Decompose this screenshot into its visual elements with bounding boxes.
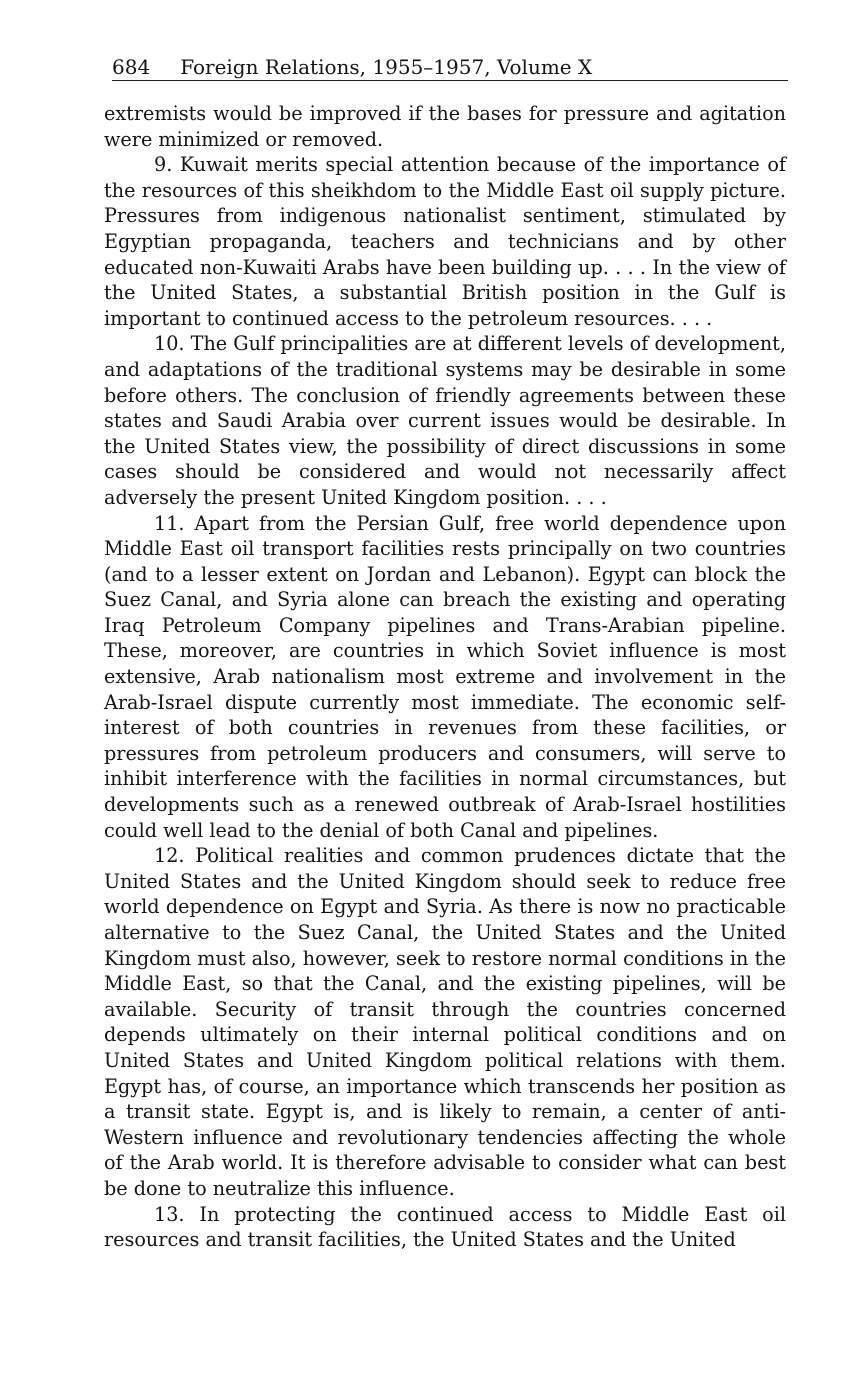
document-page	[104, 54, 786, 1253]
paragraph-12: 12. Political realities and common prudences dictate that the United States and the United Kingdom should seek to reduce free world dependence on Egypt and Syria. As there is now no practicable alternative to the Suez Canal, the United States and the United Kingdom must also, however, seek to restore normal conditions in the Middle East, so that the Canal, and the existing pipelines, will be available. Security of transit through the countries concerned depends ultimately on their internal political conditions and on United States and United Kingdom political relations with them. Egypt has, of course, an importance which transcends her position as a transit state. Egypt is, and is likely to remain, a center of anti-Western influence and revolutionary tendencies affecting the whole of the Arab world. It is therefore advisable to consider what can best be done to neutralize this influence.	[104, 844, 786, 1200]
paragraph-9: 9. Kuwait merits special attention because of the importance of the resources of this sheikhdom to the Middle East oil supply picture. Pressures from indigenous nationalist sentiment, stimulated by Egyptian propaganda, teachers and technicians and by other educated non-Kuwaiti Arabs have been building up. . . . In the view of the United States, a substantial British position in the Gulf is important to continued access to the petroleum resources. . . .	[104, 153, 786, 330]
publication-title: Foreign Relations, 1955–1957, Volume X	[180, 55, 593, 79]
paragraph-continuation: extremists would be improved if the bases for pressure and agitation were minimized or removed.	[104, 102, 786, 151]
running-head	[112, 54, 788, 81]
paragraph-11: 11. Apart from the Persian Gulf, free world dependence upon Middle East oil transport facilities rests principally on two countries (and to a lesser extent on Jordan and Lebanon). Egypt can block the Suez Canal, and Syria alone can breach the existing and operating Iraq Petroleum Company pipelines and Trans-Arabian pipeline. These, moreover, are countries in which Soviet influence is most extensive, Arab nationalism most extreme and involvement in the Arab-Israel dispute currently most immediate. The economic self-interest of both countries in revenues from these facilities, or pressures from petroleum producers and consumers, will serve to inhibit interference with the facilities in normal circumstances, but developments such as a renewed outbreak of Arab-Israel hostilities could well lead to the denial of both Canal and pipelines.	[104, 511, 786, 842]
page-number: 684	[112, 55, 151, 79]
body-text	[104, 101, 786, 1253]
paragraph-10: 10. The Gulf principalities are at different levels of development, and adaptations of the traditional systems may be desirable in some before others. The conclusion of friendly agreements between these states and Saudi Arabia over current issues would be desirable. In the United States view, the possibility of direct discussions in some cases should be considered and would not necessarily affect adversely the present United Kingdom position. . . .	[104, 332, 786, 509]
paragraph-13: 13. In protecting the continued access to Middle East oil resources and transit facilities, the United States and the United	[104, 1202, 786, 1252]
